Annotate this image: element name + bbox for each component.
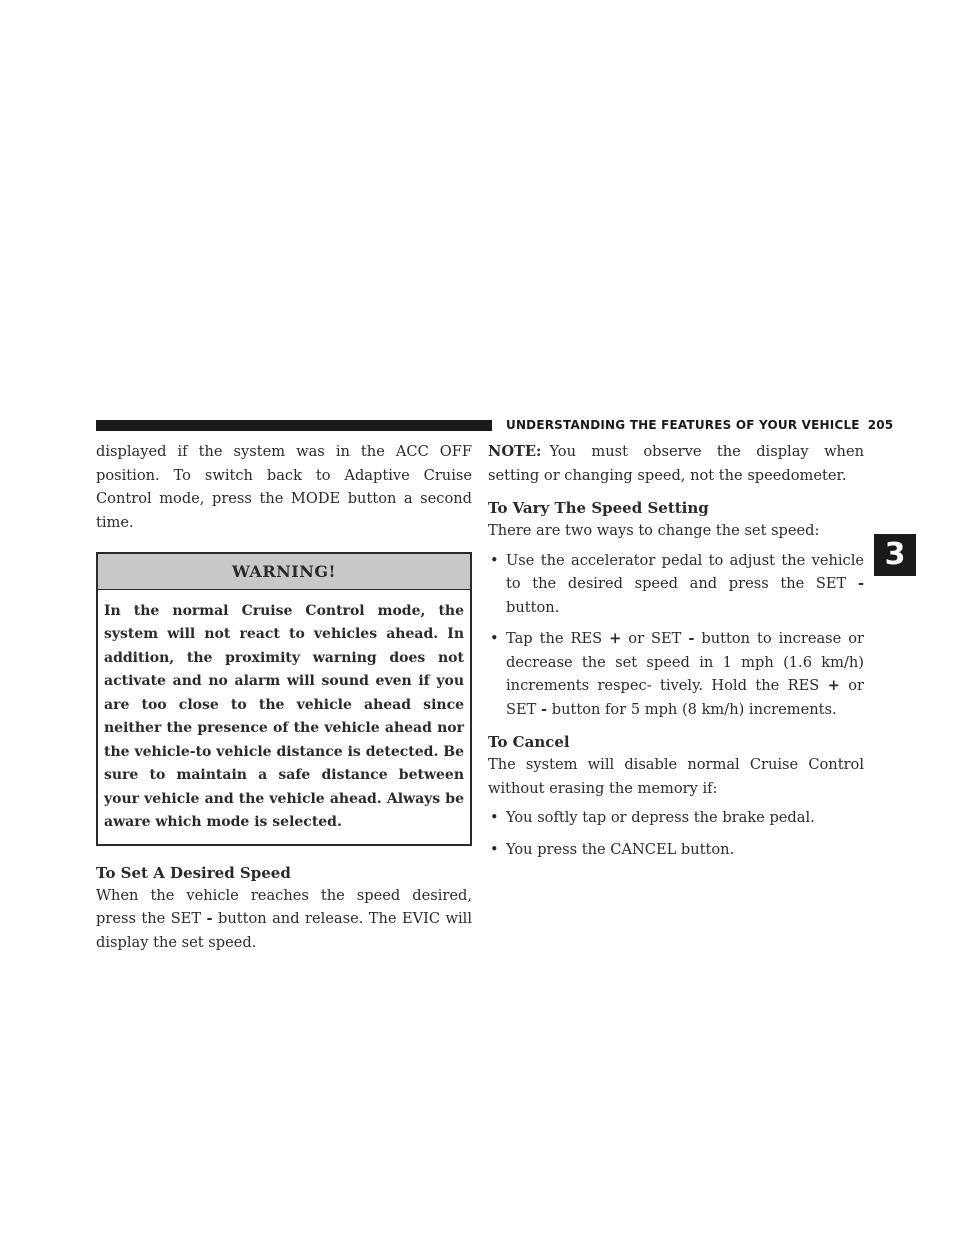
- cancel-list: [488, 806, 864, 861]
- item-text: You softly tap or depress the brake pedal.: [506, 809, 815, 826]
- item-text: Use the accelerator pedal to adjust the vehicle to the desired speed and press the SET: [506, 551, 864, 592]
- warning-text: In the normal Cruise Control mode, the system will not react to vehicles ahead. In addition, the proximity warning does not activate and no alarm will sound even if you are too close to the vehicle ahead since neither the presence of the vehicle ahead nor the vehicle-to vehicle distance is detected. Be sure to maintain a safe distance between your vehicle and the vehicle ahead. Always be aware which mode is selected.: [104, 602, 464, 830]
- running-header: [506, 418, 894, 432]
- bullet-icon: •: [490, 630, 499, 647]
- set-speed-paragraph: [96, 884, 472, 955]
- vary-speed-heading: To Vary The Speed Setting: [488, 499, 709, 517]
- minus-symbol: -: [857, 575, 864, 592]
- warning-box: [96, 552, 472, 846]
- set-speed-heading: To Set A Desired Speed: [96, 863, 291, 882]
- set-speed-text-2: button and release. The EVIC will display the set speed.: [96, 910, 473, 951]
- item-text: You press the CANCEL button.: [506, 840, 735, 858]
- list-item: [488, 627, 864, 721]
- item-text: or SET: [628, 630, 682, 647]
- item-text: button for 5 mph (8 km/h) increments.: [551, 700, 837, 718]
- minus-symbol: -: [206, 910, 213, 927]
- item-text: Tap the RES: [506, 630, 603, 647]
- header-rule: [96, 420, 492, 431]
- cancel-heading: To Cancel: [488, 733, 570, 751]
- page-number: 205: [867, 418, 894, 432]
- item-text: button to increase or decrease the set speed in 1 mph (1.6 km/h) increments respec- tively. Hold the RES: [506, 630, 865, 694]
- right-column: [488, 440, 864, 869]
- note-label: NOTE:: [488, 443, 542, 460]
- bullet-icon: •: [490, 840, 499, 858]
- note-paragraph: [488, 440, 864, 487]
- warning-title: WARNING!: [98, 554, 470, 590]
- cancel-intro: The system will disable normal Cruise Control without erasing the memory if:: [488, 756, 864, 797]
- plus-symbol: +: [827, 677, 840, 694]
- left-column: [96, 440, 472, 954]
- list-item: [488, 838, 864, 862]
- intro-paragraph: displayed if the system was in the ACC OFF position. To switch back to Adaptive Cruise Control mode, press the MODE button a second time.: [96, 443, 472, 531]
- list-item: [488, 549, 864, 620]
- minus-symbol: -: [541, 700, 548, 718]
- vary-speed-list: [488, 549, 864, 722]
- bullet-icon: •: [490, 809, 499, 826]
- item-text: button.: [506, 598, 560, 616]
- section-title: UNDERSTANDING THE FEATURES OF YOUR VEHICLE: [506, 418, 860, 432]
- item-text: or SET: [506, 677, 865, 718]
- note-text: You must observe the display when setting or changing speed, not the speedometer.: [488, 443, 864, 484]
- plus-symbol: +: [609, 630, 622, 647]
- chapter-tab: 3: [874, 534, 916, 576]
- bullet-icon: •: [490, 551, 499, 569]
- vary-speed-intro: There are two ways to change the set speed:: [488, 522, 820, 539]
- minus-symbol: -: [688, 630, 695, 647]
- list-item: [488, 806, 864, 830]
- set-speed-text-1: When the vehicle reaches the speed desired, press the SET: [96, 886, 472, 927]
